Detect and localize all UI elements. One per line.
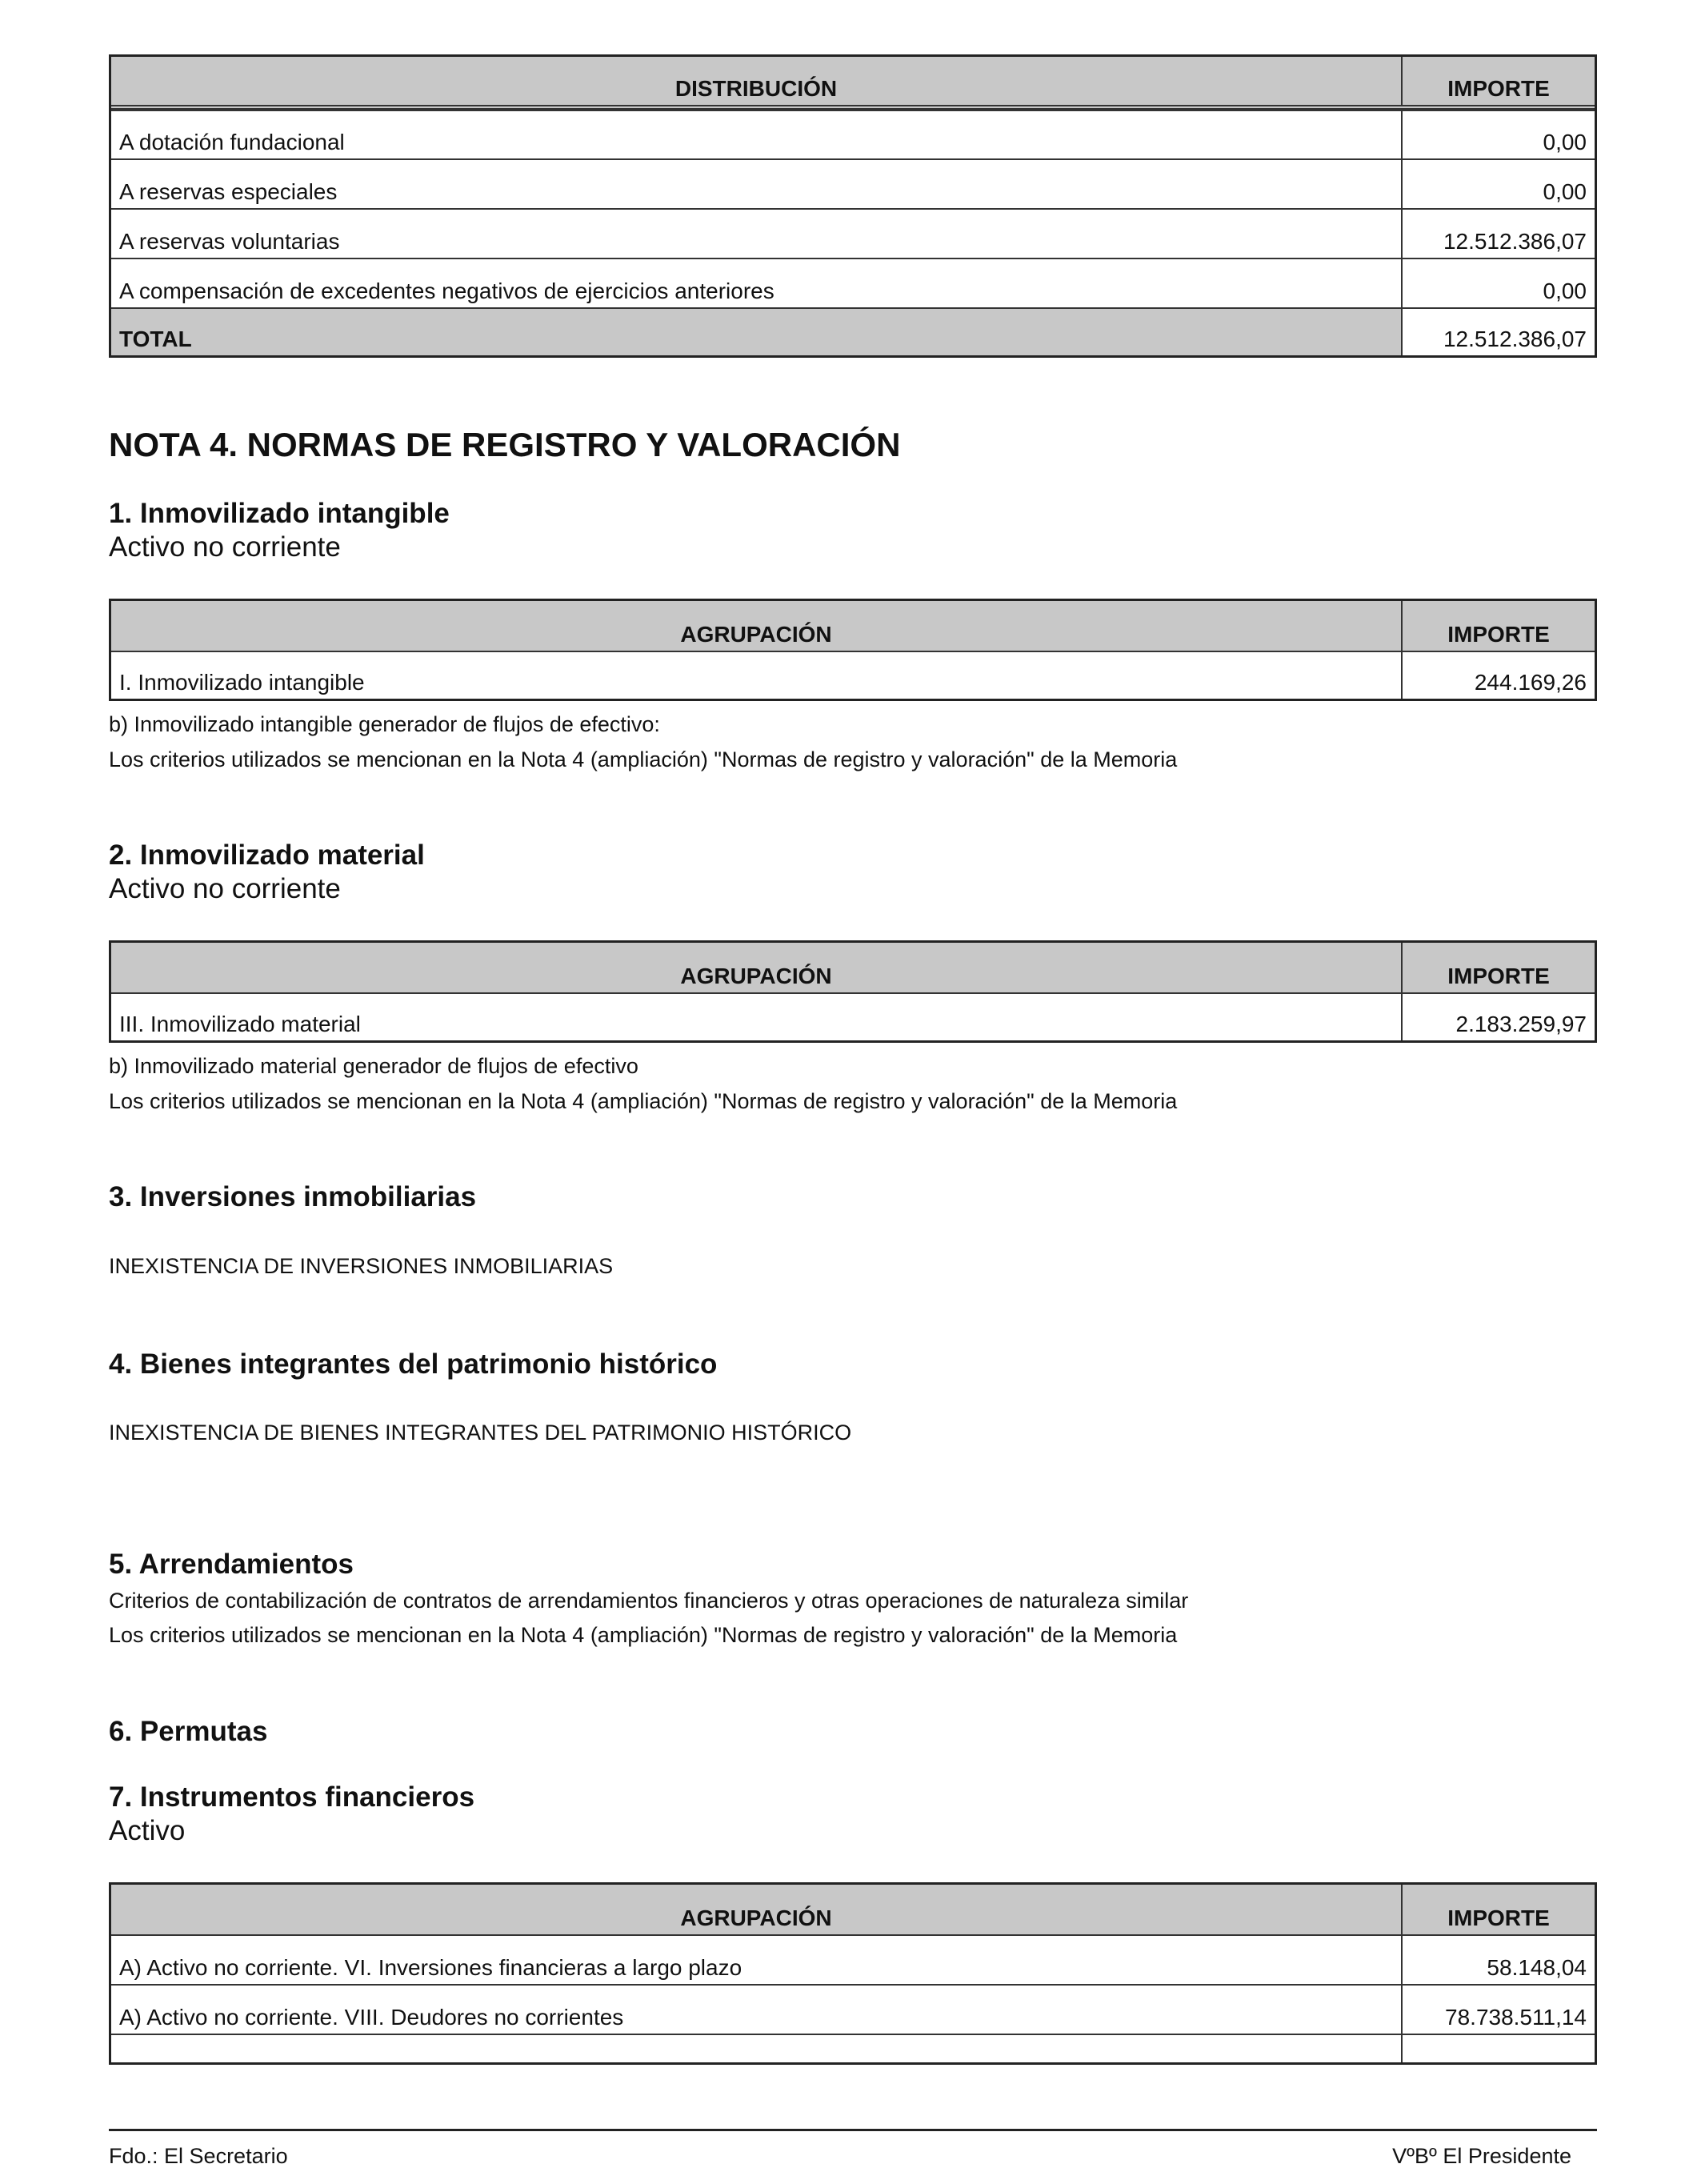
- row-label: A) Activo no corriente. VIII. Deudores no corrientes: [111, 1986, 1403, 2034]
- col-header-amount: IMPORTE: [1447, 964, 1550, 988]
- row-label: III. Inmovilizado material: [111, 994, 1403, 1040]
- table-row: [111, 158, 1595, 208]
- col-header-concept: AGRUPACIÓN: [111, 1885, 1403, 1934]
- row-label: A reservas voluntarias: [111, 210, 1403, 258]
- section2-title: 2. Inmovilizado material: [109, 840, 425, 871]
- row-label: A dotación fundacional: [111, 111, 1403, 158]
- table-header: [111, 943, 1595, 992]
- row-amount: 78.738.511,14: [1445, 2005, 1587, 2030]
- table-row: [111, 992, 1595, 1040]
- section5-title: 5. Arrendamientos: [109, 1549, 354, 1580]
- section2-text1: b) Inmovilizado material generador de flujos de efectivo: [109, 1054, 638, 1078]
- row-amount: 0,00: [1543, 279, 1587, 303]
- distribution-table: [109, 54, 1597, 358]
- section1-text1: b) Inmovilizado intangible generador de flujos de efectivo:: [109, 712, 660, 736]
- table-row: [111, 208, 1595, 258]
- total-amount: 12.512.386,07: [1443, 327, 1587, 351]
- total-row: [111, 307, 1595, 355]
- section3-title: 3. Inversiones inmobiliarias: [109, 1181, 477, 1212]
- col-header-concept: DISTRIBUCIÓN: [111, 57, 1403, 105]
- section1-title: 1. Inmovilizado intangible: [109, 498, 450, 529]
- section7-title: 7. Instrumentos financieros: [109, 1781, 475, 1813]
- table-row: [111, 1934, 1595, 1984]
- section4-title: 4. Bienes integrantes del patrimonio histórico: [109, 1348, 718, 1380]
- col-header-amount: IMPORTE: [1447, 76, 1550, 101]
- row-label: I. Inmovilizado intangible: [111, 652, 1403, 699]
- table-header: [111, 1885, 1595, 1934]
- col-header-concept: AGRUPACIÓN: [111, 601, 1403, 651]
- row-amount: 12.512.386,07: [1443, 229, 1587, 254]
- table-row: [111, 1984, 1595, 2034]
- section5-text2: Los criterios utilizados se mencionan en la Nota 4 (ampliación) "Normas de registro y valoración" de la Memoria: [109, 1623, 1178, 1647]
- section2-subtitle: Activo no corriente: [109, 873, 341, 904]
- footer-divider: [109, 2129, 1597, 2131]
- row-label: A compensación de excedentes negativos de ejercicios anteriores: [111, 259, 1403, 307]
- section7-table: [109, 1882, 1597, 2065]
- row-label: A reservas especiales: [111, 160, 1403, 208]
- section2-text2: Los criterios utilizados se mencionan en la Nota 4 (ampliación) "Normas de registro y valoración" de la Memoria: [109, 1089, 1178, 1113]
- row-amount: 2.183.259,97: [1455, 1012, 1587, 1036]
- section4-text: INEXISTENCIA DE BIENES INTEGRANTES DEL PATRIMONIO HISTÓRICO: [109, 1421, 852, 1445]
- section1-text2: Los criterios utilizados se mencionan en la Nota 4 (ampliación) "Normas de registro y valoración" de la Memoria: [109, 747, 1178, 771]
- note-title: NOTA 4. NORMAS DE REGISTRO Y VALORACIÓN: [109, 426, 901, 463]
- table-header: [111, 601, 1595, 651]
- section3-text: INEXISTENCIA DE INVERSIONES INMOBILIARIAS: [109, 1254, 614, 1278]
- table-row: [111, 258, 1595, 307]
- section7-subtitle: Activo: [109, 1815, 186, 1846]
- table-row-empty: [111, 2034, 1595, 2062]
- total-label: TOTAL: [111, 309, 1403, 355]
- section2-table: [109, 940, 1597, 1043]
- section5-text1: Criterios de contabilización de contratos de arrendamientos financieros y otras operaciones de naturaleza similar: [109, 1589, 1189, 1613]
- table-row: [111, 110, 1595, 158]
- row-label: A) Activo no corriente. VI. Inversiones financieras a largo plazo: [111, 1936, 1403, 1984]
- section1-subtitle: Activo no corriente: [109, 531, 341, 563]
- table-row: [111, 651, 1595, 699]
- col-header-concept: AGRUPACIÓN: [111, 943, 1403, 992]
- col-header-amount: IMPORTE: [1447, 622, 1550, 647]
- section1-table: [109, 599, 1597, 701]
- row-amount-empty: [1403, 2035, 1595, 2062]
- row-amount: 244.169,26: [1474, 670, 1587, 695]
- row-amount: 58.148,04: [1487, 1955, 1587, 1980]
- row-label-empty: [111, 2035, 1403, 2062]
- col-header-amount: IMPORTE: [1447, 1905, 1550, 1930]
- row-amount: 0,00: [1543, 179, 1587, 204]
- section6-title: 6. Permutas: [109, 1716, 268, 1747]
- row-amount: 0,00: [1543, 130, 1587, 154]
- footer-president: VºBº El Presidente: [1392, 2144, 1571, 2168]
- table-header: [111, 57, 1595, 110]
- footer-secretary: Fdo.: El Secretario: [109, 2144, 288, 2168]
